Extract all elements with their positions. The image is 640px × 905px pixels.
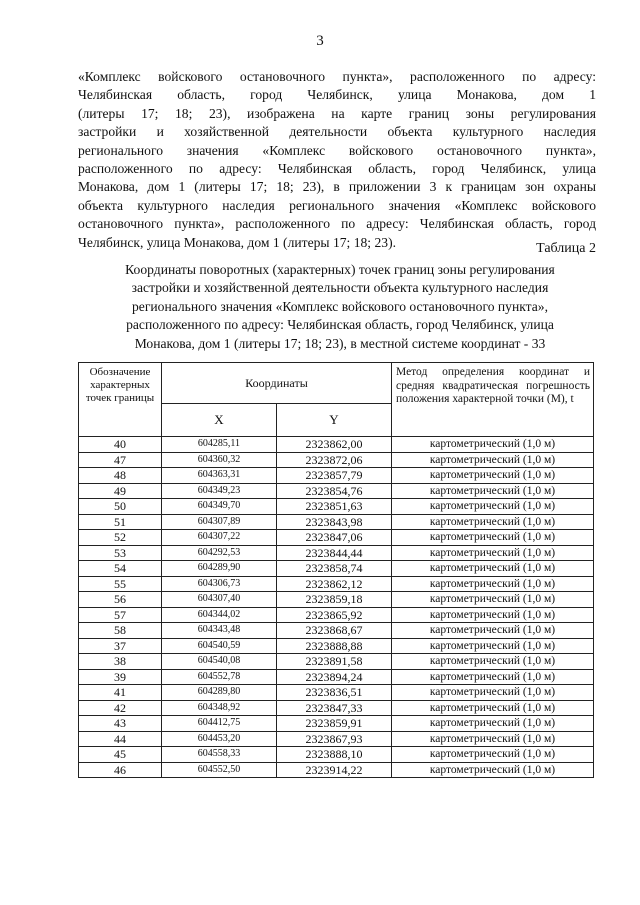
y-cell: 2323914,22: [277, 762, 392, 778]
y-cell: 2323862,00: [277, 437, 392, 453]
point-cell: 45: [79, 747, 162, 763]
x-cell: 604349,23: [162, 483, 277, 499]
table-row: [79, 654, 594, 670]
method-cell: картометрический (1,0 м): [392, 545, 594, 561]
x-cell: 604349,70: [162, 499, 277, 515]
caption-line: регионального значения «Комплекс войскового остановочного пункта»,: [131, 298, 548, 314]
y-cell: 2323851,63: [277, 499, 392, 515]
method-cell: картометрический (1,0 м): [392, 762, 594, 778]
method-cell: картометрический (1,0 м): [392, 499, 594, 515]
table-row: [79, 468, 594, 484]
table-row: [79, 685, 594, 701]
x-cell: 604307,40: [162, 592, 277, 608]
table-row: [79, 437, 594, 453]
y-cell: 2323862,12: [277, 576, 392, 592]
header-coordinates: Координаты: [162, 363, 392, 404]
x-cell: 604412,75: [162, 716, 277, 732]
method-cell: картометрический (1,0 м): [392, 437, 594, 453]
table-row: [79, 592, 594, 608]
point-cell: 50: [79, 499, 162, 515]
x-cell: 604552,50: [162, 762, 277, 778]
method-cell: картометрический (1,0 м): [392, 468, 594, 484]
y-cell: 2323872,06: [277, 452, 392, 468]
caption-line: Монакова, дом 1 (литеры 17; 18; 23), в местной системе координат - 33: [134, 335, 546, 351]
point-cell: 51: [79, 514, 162, 530]
table-row: [79, 700, 594, 716]
method-cell: картометрический (1,0 м): [392, 561, 594, 577]
table-row: [79, 545, 594, 561]
y-cell: 2323854,76: [277, 483, 392, 499]
table-row: [79, 514, 594, 530]
table-row: [79, 607, 594, 623]
header-x: X: [162, 404, 277, 437]
table-row: [79, 762, 594, 778]
y-cell: 2323888,88: [277, 638, 392, 654]
method-cell: картометрический (1,0 м): [392, 607, 594, 623]
y-cell: 2323847,06: [277, 530, 392, 546]
method-cell: картометрический (1,0 м): [392, 638, 594, 654]
paragraph-line: Челябинская область, город Челябинск, улица Монакова, дом 1: [78, 87, 596, 103]
point-cell: 46: [79, 762, 162, 778]
x-cell: 604344,02: [162, 607, 277, 623]
point-cell: 44: [79, 731, 162, 747]
y-cell: 2323894,24: [277, 669, 392, 685]
paragraph-line: регионального значения «Комплекс войскового остановочного пункта»,: [78, 142, 596, 158]
x-cell: 604306,73: [162, 576, 277, 592]
point-cell: 57: [79, 607, 162, 623]
table-row: [79, 452, 594, 468]
point-cell: 54: [79, 561, 162, 577]
x-cell: 604348,92: [162, 700, 277, 716]
paragraph-line: «Комплекс войскового остановочного пункта», расположенного по адресу:: [78, 69, 596, 84]
method-cell: картометрический (1,0 м): [392, 452, 594, 468]
caption-line: застройки и хозяйственной деятельности объекта культурного наследия: [131, 280, 549, 296]
page-number: 3: [316, 33, 324, 49]
method-cell: картометрический (1,0 м): [392, 514, 594, 530]
x-cell: 604540,08: [162, 654, 277, 670]
table-row: [79, 576, 594, 592]
x-cell: 604453,20: [162, 731, 277, 747]
paragraph-line: (литеры 17; 18; 23), изображена на карте границ зоны регулирования: [78, 105, 596, 121]
table-row: [79, 716, 594, 732]
x-cell: 604289,80: [162, 685, 277, 701]
table-row: [79, 747, 594, 763]
point-cell: 52: [79, 530, 162, 546]
y-cell: 2323843,98: [277, 514, 392, 530]
caption-line: Координаты поворотных (характерных) точек границ зоны регулирования: [125, 262, 555, 277]
x-cell: 604292,53: [162, 545, 277, 561]
method-cell: картометрический (1,0 м): [392, 731, 594, 747]
y-cell: 2323888,10: [277, 747, 392, 763]
coordinates-table: [78, 362, 594, 778]
point-cell: 53: [79, 545, 162, 561]
method-cell: картометрический (1,0 м): [392, 700, 594, 716]
point-cell: 48: [79, 468, 162, 484]
y-cell: 2323891,58: [277, 654, 392, 670]
header-y: Y: [277, 404, 392, 437]
table-row: [79, 499, 594, 515]
point-cell: 40: [79, 437, 162, 453]
point-cell: 56: [79, 592, 162, 608]
x-cell: 604540,59: [162, 638, 277, 654]
point-cell: 47: [79, 452, 162, 468]
paragraph-line: Монакова, дом 1 (литеры 17; 18; 23), в приложении 3 к границам зон охраны: [78, 179, 596, 195]
table-row: [79, 731, 594, 747]
y-cell: 2323859,91: [277, 716, 392, 732]
paragraph-line: расположенного по адресу: Челябинская область, город Челябинск, улица: [78, 161, 596, 177]
paragraph-line: Челябинск, улица Монакова, дом 1 (литеры 17; 18; 23).: [78, 234, 396, 250]
y-cell: 2323868,67: [277, 623, 392, 639]
method-cell: картометрический (1,0 м): [392, 669, 594, 685]
point-cell: 39: [79, 669, 162, 685]
x-cell: 604289,90: [162, 561, 277, 577]
x-cell: 604363,31: [162, 468, 277, 484]
method-cell: картометрический (1,0 м): [392, 654, 594, 670]
table-caption: [80, 261, 600, 353]
method-cell: картометрический (1,0 м): [392, 685, 594, 701]
point-cell: 38: [79, 654, 162, 670]
y-cell: 2323836,51: [277, 685, 392, 701]
x-cell: 604343,48: [162, 623, 277, 639]
header-method: Метод определения координат и средняя квадратическая погрешность положения характерной точки (М), t: [392, 363, 594, 437]
paragraph-line: застройки и хозяйственной деятельности объекта культурного наследия: [78, 124, 596, 140]
paragraph-line: объекта культурного наследия регионального значения «Комплекс войскового: [78, 197, 596, 213]
x-cell: 604552,78: [162, 669, 277, 685]
method-cell: картометрический (1,0 м): [392, 592, 594, 608]
caption-line: расположенного по адресу: Челябинская область, город Челябинск, улица: [126, 317, 554, 333]
point-cell: 43: [79, 716, 162, 732]
x-cell: 604360,32: [162, 452, 277, 468]
point-cell: 58: [79, 623, 162, 639]
body-paragraph: [78, 68, 596, 252]
method-cell: картометрический (1,0 м): [392, 623, 594, 639]
y-cell: 2323858,74: [277, 561, 392, 577]
point-cell: 55: [79, 576, 162, 592]
header-point: Обозначение характерных точек границы: [79, 363, 162, 437]
y-cell: 2323859,18: [277, 592, 392, 608]
x-cell: 604307,22: [162, 530, 277, 546]
table-row: [79, 638, 594, 654]
point-cell: 41: [79, 685, 162, 701]
y-cell: 2323865,92: [277, 607, 392, 623]
table-row: [79, 623, 594, 639]
table-row: [79, 483, 594, 499]
point-cell: 42: [79, 700, 162, 716]
paragraph-line: остановочного пункта», расположенного по адресу: Челябинская область, город: [78, 216, 596, 232]
method-cell: картометрический (1,0 м): [392, 747, 594, 763]
table-row: [79, 561, 594, 577]
y-cell: 2323867,93: [277, 731, 392, 747]
method-cell: картометрический (1,0 м): [392, 530, 594, 546]
method-cell: картометрический (1,0 м): [392, 716, 594, 732]
point-cell: 49: [79, 483, 162, 499]
table-row: [79, 669, 594, 685]
table-label: Таблица 2: [536, 241, 596, 256]
method-cell: картометрический (1,0 м): [392, 576, 594, 592]
x-cell: 604558,33: [162, 747, 277, 763]
point-cell: 37: [79, 638, 162, 654]
method-cell: картометрический (1,0 м): [392, 483, 594, 499]
y-cell: 2323847,33: [277, 700, 392, 716]
y-cell: 2323857,79: [277, 468, 392, 484]
x-cell: 604307,89: [162, 514, 277, 530]
y-cell: 2323844,44: [277, 545, 392, 561]
x-cell: 604285,11: [162, 437, 277, 453]
table-row: [79, 530, 594, 546]
